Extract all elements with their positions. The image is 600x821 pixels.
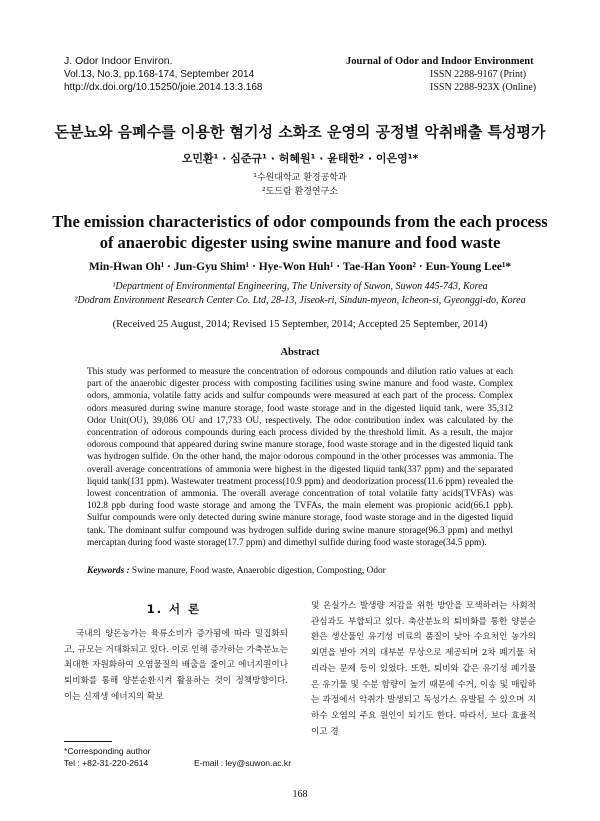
journal-abbreviation: J. Odor Indoor Environ. <box>64 55 173 67</box>
korean-affiliation-1: ¹수원대학교 환경공학과 <box>253 173 347 183</box>
issn-online: ISSN 2288-923X (Online) <box>430 82 537 93</box>
abstract-text: This study was performed to measure the concentration of odorous compounds and dilution ratio values at each part of the anaerobic digester process with composting facilities using swine manure and food waste. Complex odors, ammonia, volatile fatty acids and sulfur compounds were measured at each part of the process. Complex odors measured during swine manure storage, food waste storage and in the digested liquid tank, were 35,312 Odor Unit(OU), 39,086 OU and 17,733 OU, respectively. The odor contribution index was calculated by the concentration of odorous compounds during each process divided by the threshold limit. As a result, the major odorous compound that appeared during swine manure storage, food waste storage and in the digested liquid tank was hydrogen sulfide. On the other hand, the major odorous compound in the other processes was ammonia. The overall average concentrations of ammonia were highest in the digested liquid tank(337 ppm) and the separated liquid tank(131 ppm). Wastewater treatment process(10.9 ppm) and deodorization process(11.6 ppm) revealed the lowest concentration of ammonia. The overall average concentration of total volatile fatty acids(TVFAs) was 102.8 ppb during food waste storage and among the TVFAs, the main element was propionic acid(66.1 ppb). Sulfur compounds were only detected during swine manure storage, food waste storage and in the digested liquid tank. The dominant sulfur compound was hydrogen sulfide during swine manure storage(96.3 ppm) and methyl mercaptan during food waste storage(17.7 ppm) and dimethyl sulfide during food waste storage(34.5 ppm). <box>87 367 513 548</box>
section-heading-introduction: 1. 서 론 <box>146 602 202 616</box>
footnote-divider <box>64 741 112 742</box>
english-title-line-1: The emission characteristics of odor compounds from the each process <box>52 212 548 231</box>
korean-title: 돈분뇨와 음폐수를 이용한 혐기성 소화조 운영의 공정별 악취배출 특성평가 <box>54 123 546 141</box>
english-authors: Min-Hwan Oh¹ · Jun-Gyu Shim¹ · Hye-Won Huh¹ · Tae-Han Yoon² · Eun-Young Lee¹* <box>88 261 512 273</box>
english-affiliation-2: ²Dodram Environment Research Center Co. Ltd, 28-13, Jiseok-ri, Sindun-myeon, Icheon-si, Gyeonggi-do, Korea <box>74 295 526 306</box>
corresponding-email[interactable]: E-mail : ley@suwon.ac.kr <box>194 758 292 768</box>
journal-name: Journal of Odor and Indoor Environment <box>346 56 534 67</box>
keywords-label: Keywords : <box>87 566 130 576</box>
english-title <box>40 211 560 253</box>
corresponding-footnote <box>64 745 304 769</box>
keywords-line <box>87 566 513 576</box>
intro-right-column: 및 온실가스 발생량 저감을 위한 방안을 모색하려는 사회적 관심과도 부합되고 있다. 축산분뇨의 퇴비화를 통한 양분순환은 생산물인 유기성 비료의 품질이 낮아 수요처인 농가의 외면을 받아 거의 대부분 무상으로 제공되며 2차 폐기물 처리라는 문제 등이 있었다. 또한, 퇴비와 같은 유기성 폐기물은 유기물 및 수분 함량이 높기 때문에 수거, 이송 및 매립하는 과정에서 악취가 발생되고 독성가스 유발될 수 있으며 지하수 오염의 주요 원인이 되기도 한다. 따라서, 보다 효율적이고 경 <box>311 601 536 737</box>
corresponding-tel: Tel : +82-31-220-2614 <box>64 758 149 768</box>
volume-info: Vol.13, No.3, pp.168-174, September 2014 <box>64 69 255 80</box>
issn-print: ISSN 2288-9167 (Print) <box>430 69 527 80</box>
journal-header-left <box>64 55 324 94</box>
english-affiliation-1: ¹Department of Environmental Engineering, The University of Suwon, Suwon 445-743, Korea <box>112 281 488 292</box>
abstract-heading: Abstract <box>280 347 320 358</box>
english-title-line-2: of anaerobic digester using swine manure and food waste <box>99 233 501 252</box>
received-dates: (Received 25 August, 2014; Revised 15 September, 2014; Accepted 25 September, 2014) <box>112 319 488 330</box>
page-number: 168 <box>292 789 308 800</box>
doi-link[interactable]: http://dx.doi.org/10.15250/joie.2014.13.3.168 <box>64 82 263 93</box>
korean-authors: 오민환¹ · 심준규¹ · 허혜원¹ · 윤태한² · 이은영¹* <box>181 152 419 165</box>
intro-left-column: 국내의 양돈농가는 육류소비가 증가됨에 따라 밀집화되고, 규모는 거대화되고 있다. 이로 인해 증가하는 가축분뇨는 최대한 자원화하여 오염물질의 배출을 줄이고 에너지원이나 퇴비화를 통해 양분순환시켜 활용하는 것이 정책방향이다. 이는 신재생 에너지의 확보 <box>64 629 288 702</box>
korean-affiliation-2: ²도드람 환경연구소 <box>261 187 339 197</box>
corresponding-author-label: *Corresponding author <box>64 746 151 756</box>
keywords-list: Swine manure, Food waste, Anaerobic digestion, Composting, Odor <box>129 566 386 576</box>
journal-header-right <box>346 55 546 94</box>
